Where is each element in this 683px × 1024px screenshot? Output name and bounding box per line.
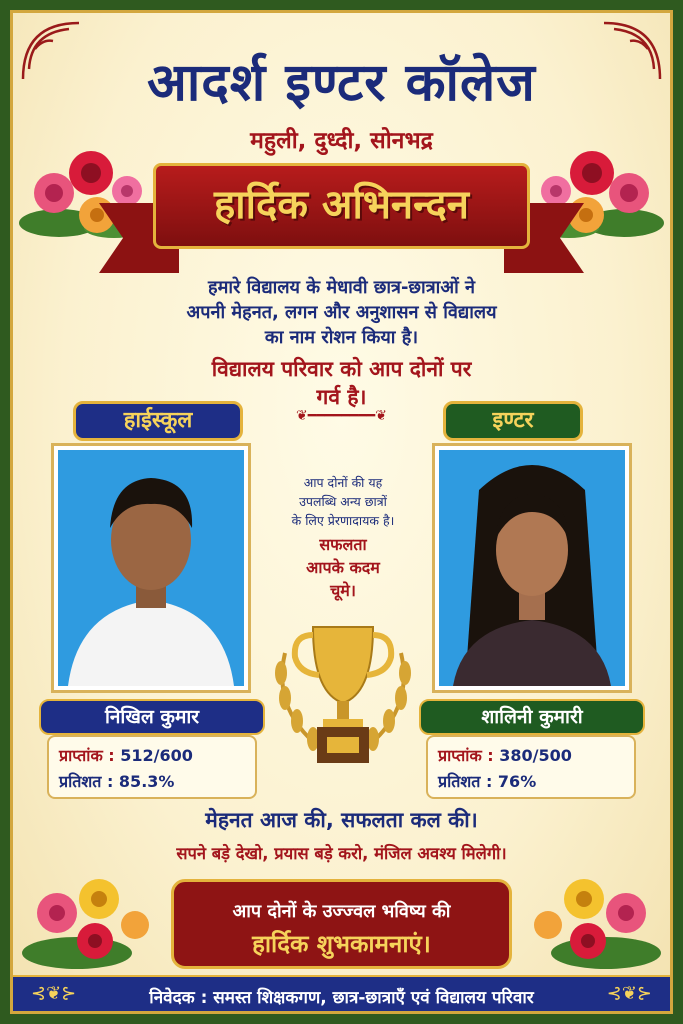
marks-value: 512/600 — [120, 746, 193, 765]
highschool-label: हाईस्कूल — [73, 401, 243, 441]
success-line: सफलता — [319, 535, 367, 554]
student-photo-shalini — [439, 450, 625, 686]
percent-row — [59, 769, 245, 795]
inter-label: इण्टर — [443, 401, 583, 441]
college-location: महुली, दुध्दी, सोनभद्र — [250, 128, 433, 154]
inspiration-line: आप दोनों की यह — [303, 475, 383, 490]
banner-text: हार्दिक अभिनन्दन — [214, 182, 469, 228]
student-portrait-icon — [439, 450, 625, 686]
student-name-shalini: शालिनी कुमारी — [419, 699, 645, 735]
percent-label: प्रतिशत : — [438, 772, 493, 791]
flower-bouquet-icon — [516, 853, 666, 973]
success-text — [273, 533, 413, 602]
success-line: आपके कदम — [306, 558, 380, 577]
flower-bouquet-icon — [17, 853, 167, 973]
marks-row — [59, 743, 245, 769]
inspiration-line: के लिए प्रेरणादायक है। — [291, 513, 395, 528]
intro-text — [73, 275, 610, 350]
slogan-main: मेहनत आज की, सफलता कल की। — [205, 808, 478, 832]
trophy-icon — [265, 613, 421, 773]
percent-label: प्रतिशत : — [59, 772, 114, 791]
marks-row — [438, 743, 624, 769]
slogan-sub: सपने बड़े देखो, प्रयास बड़े करो, मंजिल अवश्य मिलेगी। — [176, 844, 507, 863]
flourish-icon: ⊰❦⊱ — [606, 983, 652, 1004]
student-name-nikhil: निखिल कुमार — [39, 699, 265, 735]
marks-value: 380/500 — [499, 746, 572, 765]
poster — [10, 10, 673, 1014]
score-card-shalini — [426, 735, 636, 799]
flourish-icon: ⊰❦⊱ — [31, 983, 77, 1004]
wishes-title: हार्दिक शुभकामनाएं। — [252, 930, 431, 958]
student-photo-frame — [51, 443, 251, 693]
intro-line: हमारे विद्यालय के मेधावी छात्र-छात्राओं ने — [208, 277, 475, 298]
percent-value: 85.3% — [118, 772, 175, 791]
intro-line: अपनी मेहनत, लगन और अनुशासन से विद्यालय — [186, 302, 497, 323]
intro-line: का नाम रोशन किया है। — [264, 327, 419, 348]
inspiration-line: उपलब्धि अन्य छात्रों — [299, 494, 387, 509]
footer-text: निवेदक : समस्त शिक्षकगण, छात्र-छात्राएँ एवं विद्यालय परिवार — [149, 988, 534, 1008]
marks-label: प्राप्तांक : — [438, 746, 494, 765]
percent-row — [438, 769, 624, 795]
pride-line: विद्यालय परिवार को आप दोनों पर — [211, 357, 472, 381]
score-card-nikhil — [47, 735, 257, 799]
inspiration-text — [273, 473, 413, 530]
flourish-icon: ❦━━━━━━━━❦ — [296, 408, 387, 424]
student-photo-frame — [432, 443, 632, 693]
wishes-line: आप दोनों के उज्ज्वल भविष्य की — [232, 901, 451, 922]
pride-line: गर्व है। — [316, 385, 367, 409]
student-photo-nikhil — [58, 450, 244, 686]
college-title: आदर्श इण्टर कॉलेज — [147, 53, 536, 113]
success-line: चूमे। — [330, 581, 356, 600]
student-portrait-icon — [58, 450, 244, 686]
percent-value: 76% — [497, 772, 537, 791]
marks-label: प्राप्तांक : — [59, 746, 115, 765]
